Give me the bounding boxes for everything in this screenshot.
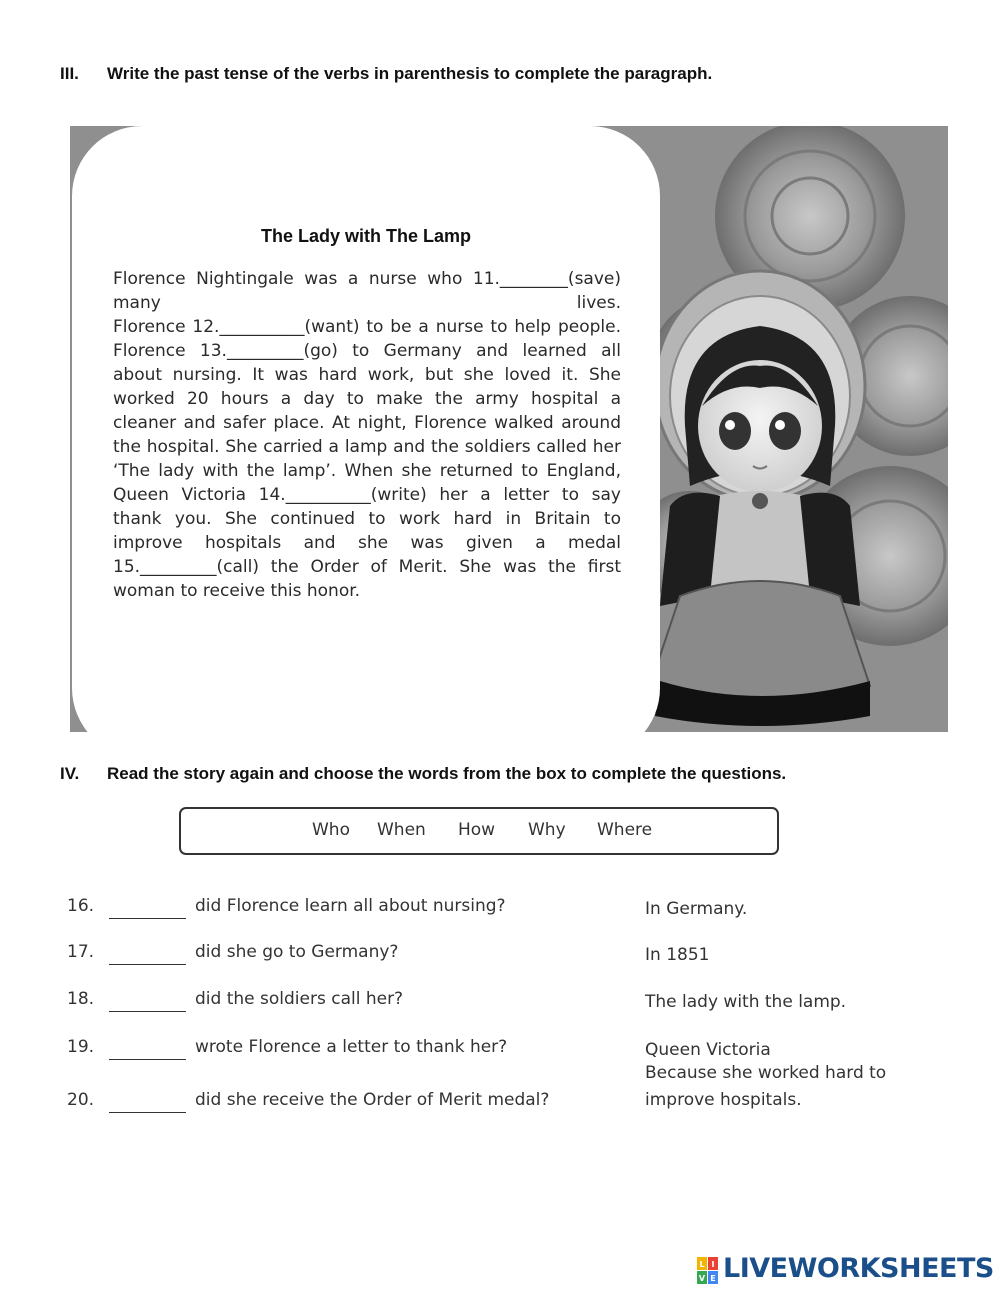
story-line-1: Florence Nightingale was a nurse who 11.________(save) many lives. [113, 269, 621, 313]
question-text: did Florence learn all about nursing? [195, 896, 506, 916]
answer-line-1: Because she worked hard to [645, 1063, 887, 1083]
question-answer: In Germany. [645, 899, 748, 919]
question-text: did the soldiers call her? [195, 989, 404, 1009]
word-why: Why [528, 820, 566, 840]
question-text: did she receive the Order of Merit medal? [195, 1090, 550, 1110]
section-3-number: III. [60, 64, 79, 83]
answer-blank-16[interactable] [109, 918, 186, 919]
question-number: 20. [67, 1090, 95, 1110]
question-text: wrote Florence a letter to thank her? [195, 1037, 508, 1057]
liveworksheets-logo [697, 1253, 997, 1287]
question-17 [67, 942, 967, 972]
word-where: Where [597, 820, 653, 840]
story-card [72, 126, 660, 732]
logo-mark-letter: E [710, 1274, 716, 1283]
answer-line-2: improve hospitals. [645, 1090, 802, 1110]
answer-blank-20[interactable] [109, 1112, 186, 1113]
logo-mark-letter: V [698, 1274, 706, 1283]
question-answer: The lady with the lamp. [645, 992, 847, 1012]
story-line-2: Florence 12.__________(want) to be a nurse to help people. [113, 317, 621, 337]
answer-blank-19[interactable] [109, 1059, 186, 1060]
question-number: 18. [67, 989, 95, 1009]
word-when: When [377, 820, 426, 840]
logo-text: LIVEWORKSHEETS [723, 1253, 994, 1284]
story-title: The Lady with The Lamp [260, 226, 471, 246]
section-3-instruction: Write the past tense of the verbs in parenthesis to complete the paragraph. [107, 64, 713, 83]
question-number: 17. [67, 942, 95, 962]
section-4-heading [60, 764, 980, 786]
logo-mark-letter: L [699, 1260, 705, 1269]
story-line-3: Florence 13._________(go) to Germany and learned all about nursing. It was hard work, but she loved it. She worked 20 hours a day to make the army hospital a cleaner and safer place. At night, Florence walked around the hospital. She carried a lamp and the soldiers called her ‘The lady with the lamp’. When she returned to England, Queen Victoria 14.__________(write) her a letter to say thank you. She continued to work hard in Britain to improve hospitals and she was given a medal 15._________(call) the Order of Merit. She was the first woman to receive this honor. [113, 341, 621, 601]
word-who: Who [312, 820, 350, 840]
question-number: 16. [67, 896, 95, 916]
section-4-instruction: Read the story again and choose the words from the box to complete the questions. [107, 764, 787, 783]
dress [650, 491, 870, 726]
question-answer: In 1851 [645, 945, 710, 965]
question-answer: Queen Victoria [645, 1040, 771, 1060]
section-3-heading [60, 64, 960, 86]
question-18 [67, 989, 967, 1019]
logo-mark-letter: I [711, 1260, 715, 1269]
word-box [179, 807, 779, 855]
question-16 [67, 896, 967, 926]
logo-mark-icon [697, 1257, 719, 1285]
section-4-number: IV. [60, 764, 80, 783]
question-number: 19. [67, 1037, 95, 1057]
answer-blank-17[interactable] [109, 964, 186, 965]
answer-blank-18[interactable] [109, 1011, 186, 1012]
story-panel [70, 126, 948, 732]
question-text: did she go to Germany? [195, 942, 399, 962]
question-20-answer [645, 1060, 886, 1114]
story-text [113, 267, 621, 603]
word-how: How [458, 820, 496, 840]
